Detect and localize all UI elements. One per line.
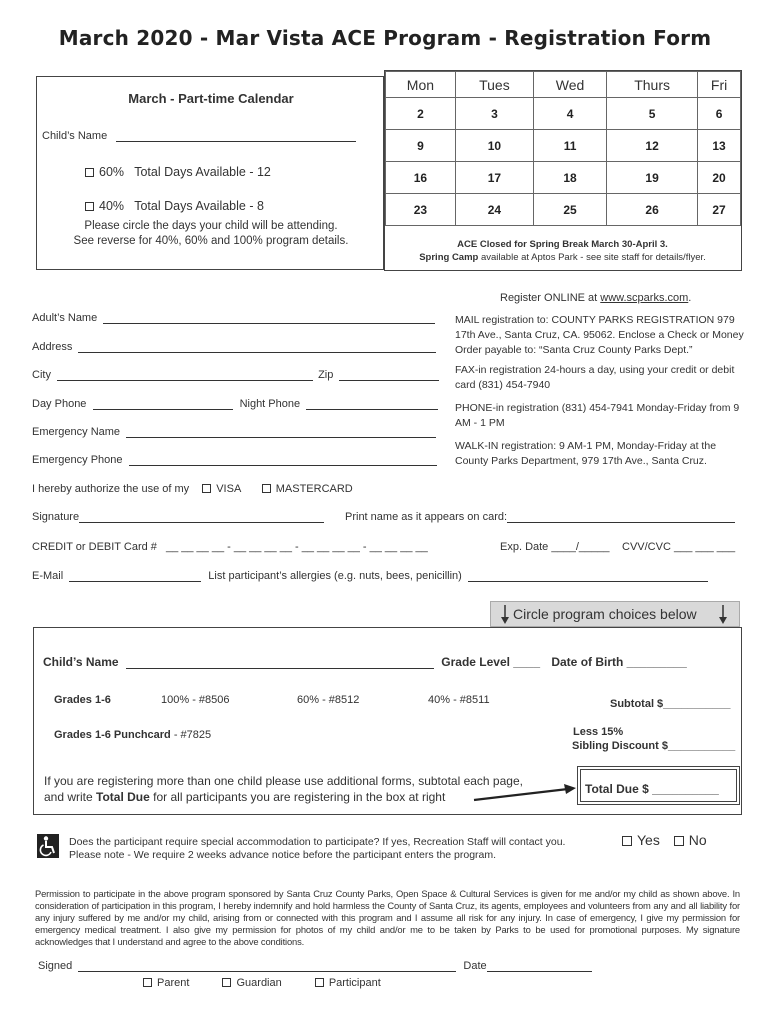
card-signature-field[interactable]: [79, 522, 324, 523]
calendar-day[interactable]: 9: [386, 130, 456, 162]
day-header: Fri: [698, 72, 741, 98]
calendar-table: [385, 71, 741, 226]
city-field[interactable]: [57, 380, 313, 381]
phone-registration: PHONE-in registration (831) 454-7941 Monday-Friday from 9 AM - 1 PM: [455, 402, 740, 429]
yes-label: Yes: [637, 832, 660, 848]
day-header: Thurs: [607, 72, 698, 98]
spring-camp-text: available at Aptos Park - see site staff for details/flyer.: [478, 252, 706, 263]
calendar-day[interactable]: 13: [698, 130, 741, 162]
card-number-field[interactable]: __ __ __ __ - __ __ __ __ - __ __ __ __ - __ __ __ __: [165, 541, 428, 553]
less-15-label: Less 15%: [573, 726, 624, 738]
allergies-label: List participant’s allergies (e.g. nuts, bees, penicillin): [208, 570, 462, 582]
emergency-phone-label: Emergency Phone: [32, 454, 123, 466]
calendar-day[interactable]: 10: [455, 130, 533, 162]
program-box: [33, 627, 742, 815]
day-header: Wed: [534, 72, 607, 98]
calendar-day[interactable]: 3: [455, 98, 533, 130]
address-label: Address: [32, 341, 73, 353]
no-label: No: [688, 832, 707, 848]
walkin-registration: WALK-IN registration: 9 AM-1 PM, Monday-Friday at the County Parks Department, 979 17th Ave., Santa Cruz.: [455, 440, 717, 467]
permission-text: Permission to participate in the above program sponsored by Santa Cruz County Parks, Open Space & Cultural Services is given for me and/or my child as shown above. In consideration of participation in this program, I hereby indemnify and hold harmless the County of Santa Cruz, its agents, employees and volunteers from any and all liability for any injury suffered by me and/or my child, arising from or connected with this program and I assume all risk for any injury. In case of emergency, I give my permission for emergency medical treatment. I also give my permission for photos of my child and/or me to be taken by Parks to be used for promotional purposes. My signature acknowledges that I understand and agree to the above conditions.: [35, 888, 740, 947]
scparks-link[interactable]: www.scparks.com: [600, 292, 689, 304]
calendar-info-box: [36, 76, 384, 270]
emergency-name-label: Emergency Name: [32, 426, 121, 438]
total-due-note-c: for all participants you are registering in the box at right: [149, 790, 446, 804]
program-child-name-label: Child’s Name: [43, 655, 119, 669]
calendar-day[interactable]: 20: [698, 162, 741, 194]
authorize-label: I hereby authorize the use of my: [32, 483, 190, 495]
calendar-day[interactable]: 5: [607, 98, 698, 130]
mastercard-checkbox[interactable]: [262, 484, 271, 493]
calendar-day[interactable]: 6: [698, 98, 741, 130]
participant-checkbox[interactable]: [315, 978, 324, 987]
calendar-grid: [384, 70, 742, 271]
option-60-label: 60% Total Days Available - 12: [99, 165, 271, 179]
calendar-day[interactable]: 26: [607, 194, 698, 226]
multiple-children-note: If you are registering more than one child please use additional forms, subtotal each page,: [44, 774, 523, 788]
accessibility-icon: [37, 834, 59, 858]
program-banner-text: Circle program choices below: [513, 606, 697, 622]
city-label: City: [32, 369, 51, 381]
calendar-day[interactable]: 25: [534, 194, 607, 226]
date-of-birth-field[interactable]: Date of Birth _________: [551, 655, 687, 669]
child-name-field[interactable]: [116, 141, 356, 142]
guardian-label: Guardian: [236, 977, 282, 989]
no-checkbox[interactable]: [674, 836, 684, 846]
fax-registration: FAX-in registration 24-hours a day, using your credit or debit card (831) 454-7940: [455, 364, 735, 391]
calendar-day[interactable]: 19: [607, 162, 698, 194]
mastercard-label: MASTERCARD: [275, 483, 353, 495]
option-100-percent[interactable]: 100% - #8506: [161, 694, 230, 706]
arrow-right-icon: [472, 782, 578, 804]
email-label: E-Mail: [32, 570, 64, 582]
adult-name-label: Adult’s Name: [32, 312, 98, 324]
zip-label: Zip: [318, 369, 334, 381]
emergency-name-field[interactable]: [126, 437, 436, 438]
total-due-field[interactable]: Total Due $ __________: [585, 782, 719, 796]
night-phone-label: Night Phone: [239, 398, 301, 410]
signed-label: Signed: [38, 960, 73, 972]
option-60-checkbox[interactable]: [85, 168, 94, 177]
calendar-day[interactable]: 24: [455, 194, 533, 226]
punchcard-option[interactable]: [54, 729, 211, 741]
parent-label: Parent: [157, 977, 190, 989]
option-60-percent[interactable]: 60% - #8512: [297, 694, 360, 706]
calendar-day[interactable]: 12: [607, 130, 698, 162]
circle-days-note: Please circle the days your child will be attending.: [84, 220, 338, 232]
reverse-details-note: See reverse for 40%, 60% and 100% program details.: [73, 235, 349, 247]
advance-notice-note: Please note - We require 2 weeks advance notice before the participant enters the program.: [69, 849, 497, 861]
calendar-day[interactable]: 4: [534, 98, 607, 130]
register-online: [500, 292, 691, 304]
cvv-field[interactable]: CVV/CVC ___ ___ ___: [622, 541, 736, 553]
calendar-day[interactable]: 2: [386, 98, 456, 130]
parent-checkbox[interactable]: [143, 978, 152, 987]
signature-label: Signature: [32, 511, 80, 523]
participant-label: Participant: [328, 977, 381, 989]
date-label: Date: [463, 960, 487, 972]
visa-checkbox[interactable]: [202, 484, 211, 493]
address-field[interactable]: [78, 352, 436, 353]
signed-field[interactable]: [78, 971, 456, 972]
calendar-day[interactable]: 17: [455, 162, 533, 194]
day-phone-label: Day Phone: [32, 398, 87, 410]
subtotal-field[interactable]: Subtotal $___________: [610, 698, 731, 710]
date-field[interactable]: [487, 971, 592, 972]
grade-level-field[interactable]: Grade Level ____: [441, 655, 540, 669]
email-field[interactable]: [69, 581, 201, 582]
total-due-box: [577, 766, 740, 805]
program-child-name-field[interactable]: [126, 668, 434, 669]
night-phone-field[interactable]: [306, 409, 438, 410]
yes-checkbox[interactable]: [622, 836, 632, 846]
day-phone-field[interactable]: [93, 409, 233, 410]
punchcard-label: Grades 1-6 Punchcard: [54, 729, 171, 741]
allergies-field[interactable]: [468, 581, 708, 582]
calendar-day[interactable]: 11: [534, 130, 607, 162]
total-due-note-b: Total Due: [96, 790, 150, 804]
calendar-day[interactable]: 23: [386, 194, 456, 226]
accommodation-question: Does the participant require special accommodation to participate? If yes, Recreation Staff will contact you.: [69, 836, 566, 848]
visa-label: VISA: [216, 483, 241, 495]
mail-registration: MAIL registration to: COUNTY PARKS REGISTRATION 979 17th Ave., Santa Cruz, CA. 95062. Enclose a Check or Money Order payable to: “Santa Cruz County Parks Dept.”: [455, 314, 744, 356]
register-online-text: Register ONLINE at: [500, 292, 601, 304]
calendar-day[interactable]: 16: [386, 162, 456, 194]
arrow-down-icon: [718, 605, 728, 625]
register-online-period: .: [688, 292, 692, 304]
total-due-note-a: and write: [44, 790, 97, 804]
grades-label: Grades 1-6: [54, 694, 111, 706]
calendar-heading: March - Part-time Calendar: [128, 91, 294, 106]
adult-name-field[interactable]: [103, 323, 435, 324]
calendar-day[interactable]: 27: [698, 194, 741, 226]
total-due-note: [44, 790, 445, 804]
day-header: Tues: [455, 72, 533, 98]
zip-field[interactable]: [339, 380, 439, 381]
card-number-label: CREDIT or DEBIT Card #: [32, 541, 157, 553]
sibling-discount-field[interactable]: Sibling Discount $___________: [572, 740, 736, 752]
option-40-checkbox[interactable]: [85, 202, 94, 211]
program-banner: [490, 601, 740, 627]
print-name-field[interactable]: [507, 522, 735, 523]
child-name-label: Child’s Name: [42, 130, 108, 142]
spring-break-note: ACE Closed for Spring Break March 30-April 3.: [457, 239, 668, 250]
spring-camp-note: [385, 252, 740, 263]
option-40-label: 40% Total Days Available - 8: [99, 199, 264, 213]
print-name-label: Print name as it appears on card:: [345, 511, 508, 523]
exp-date-field[interactable]: Exp. Date ____/_____: [500, 541, 610, 553]
guardian-checkbox[interactable]: [222, 978, 231, 987]
page-title: March 2020 - Mar Vista ACE Program - Registration Form: [58, 26, 712, 50]
option-40-percent[interactable]: 40% - #8511: [428, 694, 490, 706]
emergency-phone-field[interactable]: [129, 465, 437, 466]
day-header: Mon: [386, 72, 456, 98]
calendar-day[interactable]: 18: [534, 162, 607, 194]
punchcard-code: - #7825: [170, 729, 212, 741]
spring-camp-label: Spring Camp: [419, 252, 479, 263]
arrow-down-icon: [500, 605, 510, 625]
